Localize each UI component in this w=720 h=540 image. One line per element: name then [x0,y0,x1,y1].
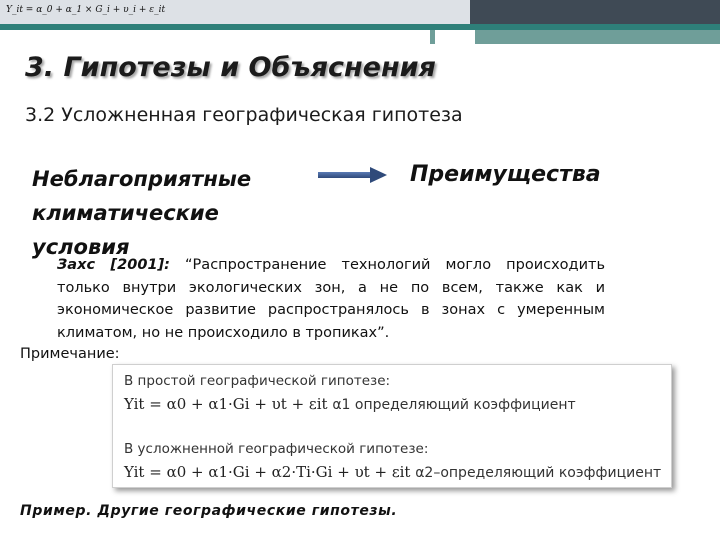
formula-equation-simple [124,395,576,413]
equation-complex-tail: α2–определяющий коэффициент [415,465,662,481]
quote-author: Захс [2001]: [57,257,170,273]
accent-block [430,30,720,44]
header-band [0,0,720,24]
note-label: Примечание: [20,346,120,362]
equation-complex: Yit = α0 + α1·Gi + α2·Ti·Gi + υt + εit [124,463,411,481]
formula-card [112,364,672,488]
formula-line-complex: В усложненной географической гипотезе: [124,441,429,457]
diagram-right-label: Преимущества [410,162,601,187]
header-formula: Y_it = α_0 + α_1 × G_i + υ_i + ε_it [6,5,166,15]
quote-paragraph [57,254,605,344]
quote-text: “Распространение технологий могло происходить только внутри экологических зон, а не по всем, также как и экономическое развитие распространялось в зонах с умеренным климатом, но не происходило в тропиках”. [57,257,605,341]
arrow-right-icon [318,166,388,184]
diagram-left-label: Неблагоприятные климатические условия [32,167,252,259]
example-text: Пример. Другие географические гипотезы. [20,503,398,519]
slide-title: 3. Гипотезы и Объяснения [25,52,436,83]
equation-simple-tail: α1 определяющий коэффициент [332,397,576,413]
formula-line-simple: В простой географической гипотезе: [124,373,391,389]
formula-equation-complex [124,463,661,481]
equation-simple: Yit = α0 + α1·Gi + υt + εit [124,395,328,413]
slide-subtitle: 3.2 Усложненная географическая гипотеза [25,104,463,126]
